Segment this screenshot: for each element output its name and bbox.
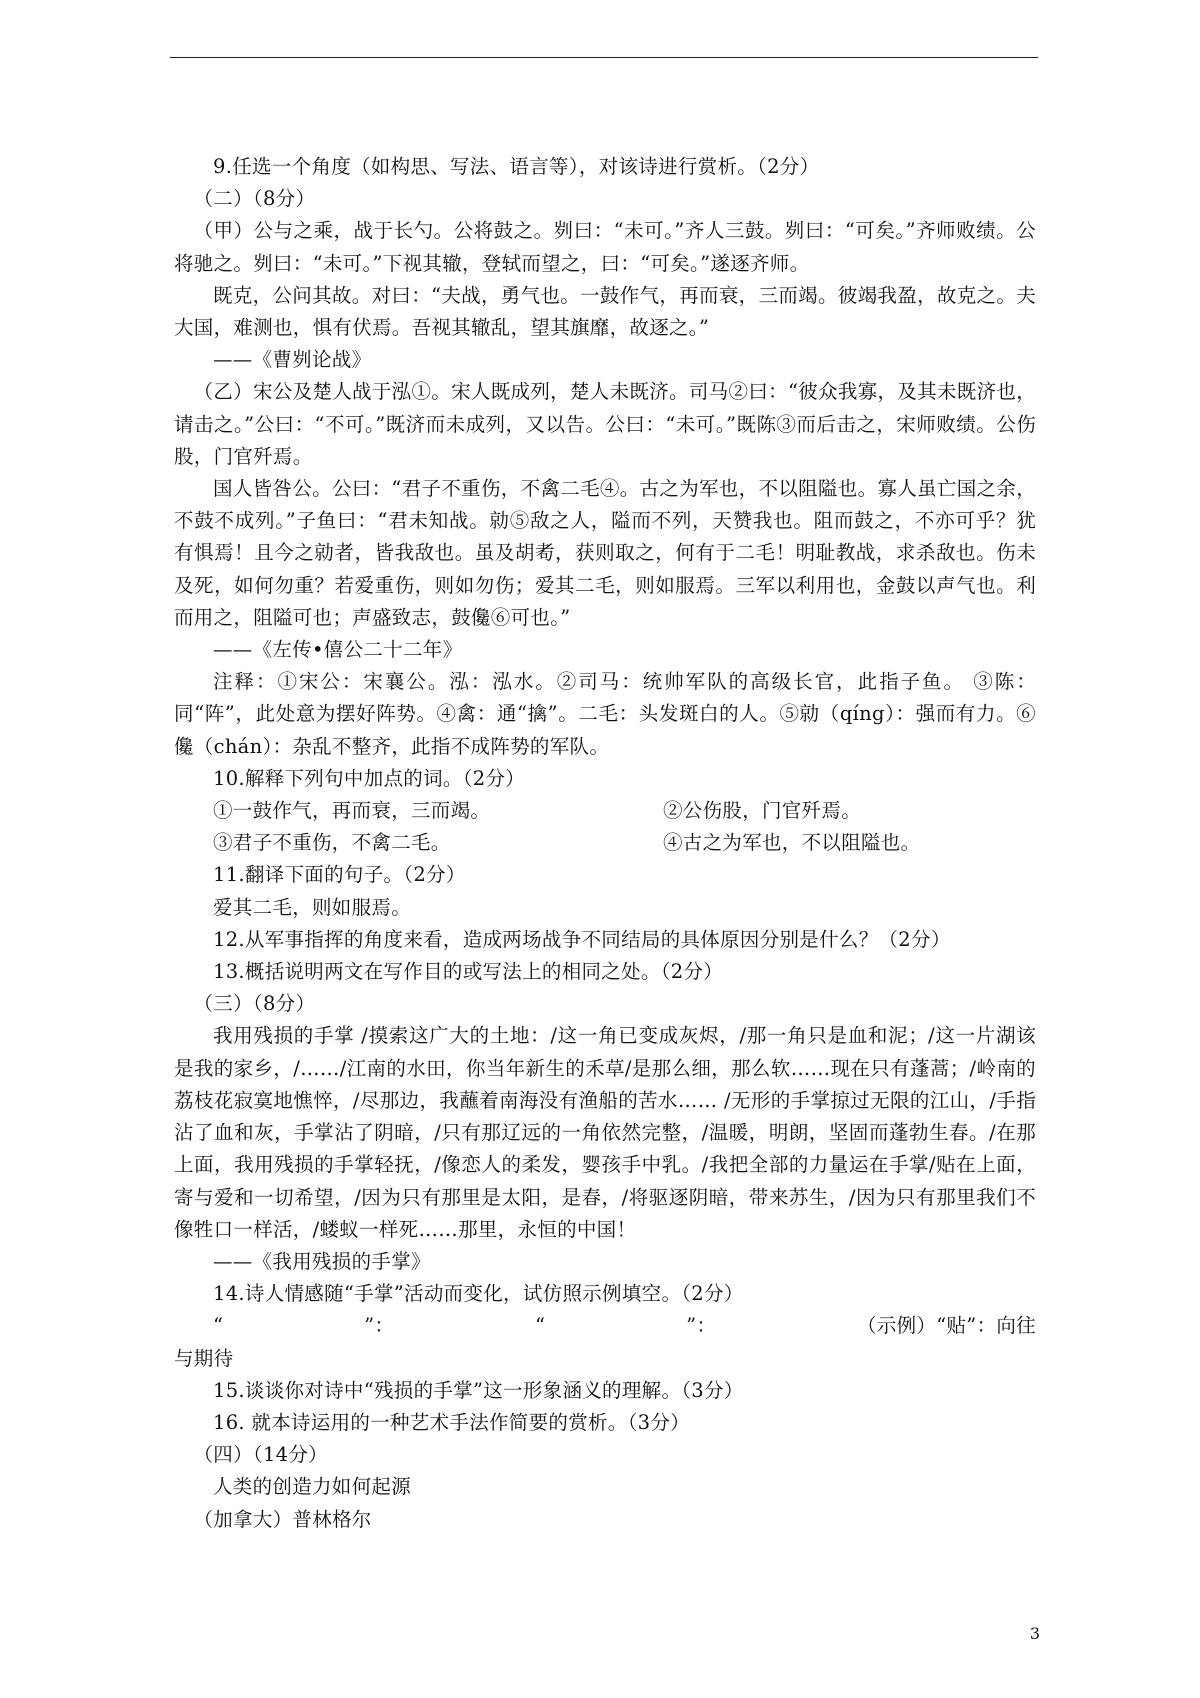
- poem-text: 我用残损的手掌 /摸索这广大的土地：/这一角已变成灰烬，/那一角只是血和泥；/这一片湖该是我的家乡，/……/江南的水田，你当年新生的禾草/是那么细，那么软……现在只有蓬蒿；/岭南的荔枝花寂寞地憔悴，/尽那边，我蘸着南海没有渔船的苦水…… /无形的手掌掠过无限的江山，/手指沾了血和灰，手掌沾了阴暗，/只有那辽远的一角依然完整，/温暖，明朗，坚固而蓬勃生春。/在那上面，我用残损的手掌轻抚，/像恋人的柔发，婴孩手中乳。/我把全部的力量运在手掌/贴在上面，寄与爱和一切希望，/因为只有那里是太阳，是春，/将驱逐阴暗，带来苏生，/因为只有那里我们不像牲口一样活，/蝼蚁一样死……那里，永恒的中国！: [174, 1024, 1036, 1241]
- question-12: 12.从军事指挥的角度来看，造成两场战争不同结局的具体原因分别是什么？（2分）: [213, 927, 951, 951]
- passage-yi-source: ——《左传•僖公二十二年》: [213, 638, 463, 662]
- question-9: 9.任选一个角度（如构思、写法、语言等），对该诗进行赏析。（2分）: [213, 155, 820, 178]
- question-16: 16. 就本诗运用的一种艺术手法作简要的赏析。（3分）: [213, 1410, 690, 1434]
- question-10: 10.解释下列句中加点的词。（2分）: [213, 766, 526, 790]
- question-14: 14.诗人情感随“手掌”活动而变化，试仿照示例填空。（2分）: [213, 1282, 744, 1306]
- question-11-sentence: 爱其二毛，则如服焉。: [213, 895, 412, 919]
- question-10-item: ①一鼓作气，再而衰，三而竭。: [213, 799, 491, 823]
- passage-jia-paragraph-2: 既克，公问其故。对曰：“夫战，勇气也。一鼓作气，再而衰，三而竭。彼竭我盈，故克之。夫大国，难测也，惧有伏焉。吾视其辙乱，望其旗靡，故逐之。”: [174, 283, 1036, 340]
- poem-source: ——《我用残损的手掌》: [213, 1249, 431, 1273]
- question-10-item: ④古之为军也，不以阻隘也。: [663, 831, 921, 855]
- passage-yi-paragraph-2: 国人皆咎公。公曰：“君子不重伤，不禽二毛④。古之为军也，不以阻隘也。寡人虽亡国之余，不鼓不成列。”子鱼曰：“君未知战。勍⑤敌之人，隘而不列，天赞我也。阻而鼓之，不亦可乎？犹有惧焉！且今之勍者，皆我敌也。虽及胡耇，获则取之，何有于二毛！明耻教战，求杀敌也。伤未及死，如何勿重？若爱重伤，则如勿伤；爱其二毛，则如服焉。三军以利用也，金鼓以声气也。利而用之，阻隘可也；声盛致志，鼓儳⑥可也。”: [174, 477, 1036, 629]
- page-number: 3: [1029, 1624, 1040, 1643]
- question-14-tail: 与期待: [174, 1346, 234, 1370]
- fill-blank-close-quote: ”：: [364, 1314, 395, 1338]
- annotations: 注释：①宋公：宋襄公。泓：泓水。②司马：统帅军队的高级长官，此指子鱼。 ③陈：同“阵”，此处意为摆好阵势。④禽：通“擒”。二毛：头发斑白的人。⑤勍（qíng）：强而有力。⑥儳（chán）：杂乱不整齐，此指不成阵势的军队。: [174, 670, 1036, 758]
- question-10-item: ③君子不重伤，不禽二毛。: [213, 831, 451, 855]
- question-10-item: ②公伤股，门官歼焉。: [663, 799, 862, 823]
- passage-jia-source: ——《曹刿论战》: [213, 348, 372, 372]
- header-rule: [170, 57, 1038, 58]
- passage-jia-paragraph-1: （甲）公与之乘，战于长勺。公将鼓之。刿曰：“未可。”齐人三鼓。刿曰：“可矣。”齐师败绩。公将驰之。刿曰：“未可。”下视其辙，登轼而望之，曰：“可矣。”遂逐齐师。: [174, 219, 1036, 275]
- fill-blank-open-quote: “: [535, 1314, 546, 1338]
- section-4-header: （四）（14分）: [193, 1443, 328, 1467]
- fill-blank-open-quote: “: [213, 1314, 224, 1338]
- question-10-items-row-2: [174, 827, 1036, 859]
- page-content: [174, 151, 1036, 1536]
- article-author: （加拿大）普林格尔: [193, 1507, 372, 1531]
- question-13: 13.概括说明两文在写作目的或写法上的相同之处。（2分）: [213, 960, 724, 984]
- fill-blank-close-quote: ”：: [686, 1314, 717, 1338]
- question-15: 15.谈谈你对诗中“残损的手掌”这一形象涵义的理解。（3分）: [213, 1378, 744, 1402]
- fill-example: （示例）“贴”：向往: [857, 1314, 1036, 1338]
- question-11: 11.翻译下面的句子。（2分）: [213, 863, 466, 887]
- section-3-header: （三）（8分）: [193, 992, 316, 1016]
- question-10-items-row-1: [174, 795, 1036, 827]
- passage-yi-paragraph-1: （乙）宋公及楚人战于泓①。宋人既成列，楚人未既济。司马②曰：“彼众我寡，及其未既济也，请击之。”公曰：“不可。”既济而未成列，又以告。公曰：“未可。”既陈③而后击之，宋师败绩。公伤股，门官歼焉。: [174, 380, 1036, 468]
- question-14-fill-blanks: [174, 1310, 1036, 1342]
- article-title: 人类的创造力如何起源: [213, 1475, 412, 1499]
- section-2-header: （二）（8分）: [193, 187, 316, 211]
